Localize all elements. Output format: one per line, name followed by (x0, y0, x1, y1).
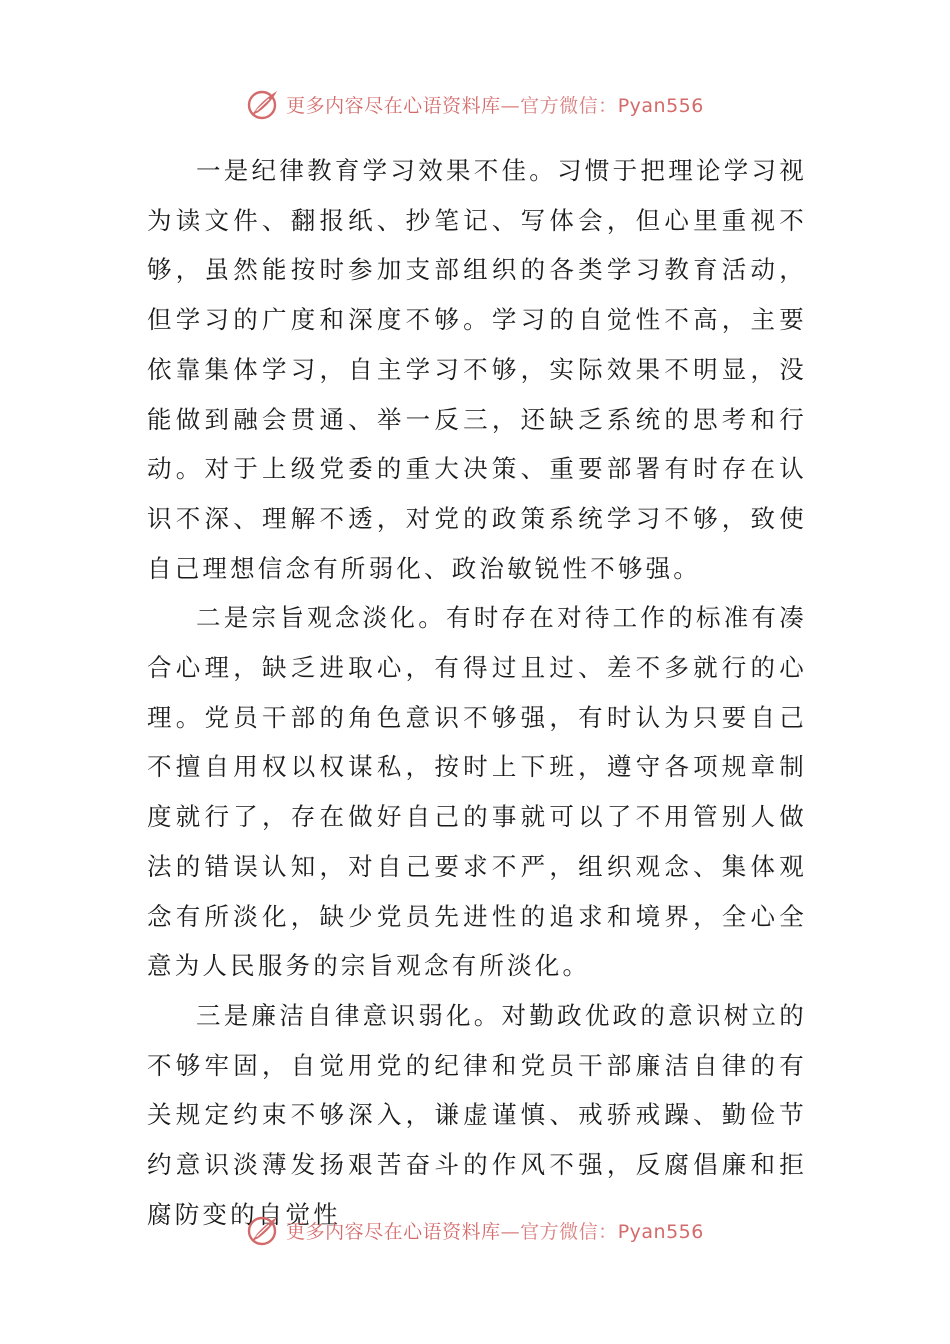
document-body (147, 146, 807, 1239)
banner-contact-label: 官方微信： (520, 1220, 618, 1243)
banner-separator: — (500, 1220, 521, 1243)
banner-contact-label: 官方微信： (520, 94, 618, 117)
banner-contact-id: Pyan556 (617, 1220, 704, 1243)
banner-brand-text: 更多内容尽在心语资料库 (286, 94, 501, 117)
banner-separator: — (500, 94, 521, 117)
pen-feather-logo-icon (246, 1213, 280, 1247)
paragraph-purpose-concept: 二是宗旨观念淡化。有时存在对待工作的标准有凑合心理，缺乏进取心，有得过且过、差不多就行的心理。党员干部的角色意识不够强，有时认为只要自己不擅自用权以权谋私，按时上下班，遵守各项规章制度就行了，存在做好自己的事就可以了不用管别人做法的错误认知，对自己要求不严，组织观念、集体观念有所淡化，缺少党员先进性的追求和境界，全心全意为人民服务的宗旨观念有所淡化。 (147, 603, 807, 981)
banner-brand-text: 更多内容尽在心语资料库 (286, 1220, 501, 1243)
banner-contact-id: Pyan556 (617, 94, 704, 117)
pen-feather-logo-icon (246, 87, 280, 121)
paragraph-integrity-selfdiscipline: 三是廉洁自律意识弱化。对勤政优政的意识树立的不够牢固，自觉用党的纪律和党员干部廉洁自律的有关规定约束不够深入，谦虚谨慎、戒骄戒躁、勤俭节约意识淡薄发扬艰苦奋斗的作风不强，反腐倡廉和拒腐防变的自觉性 (147, 1000, 807, 1229)
footer-watermark-banner (0, 1210, 950, 1250)
header-watermark-banner (0, 84, 950, 124)
paragraph-discipline-study: 一是纪律教育学习效果不佳。习惯于把理论学习视为读文件、翻报纸、抄笔记、写体会，但心里重视不够，虽然能按时参加支部组织的各类学习教育活动，但学习的广度和深度不够。学习的自觉性不高，主要依靠集体学习，自主学习不够，实际效果不明显，没能做到融会贯通、举一反三，还缺乏系统的思考和行动。对于上级党委的重大决策、重要部署有时存在认识不深、理解不透，对党的政策系统学习不够，致使自己理想信念有所弱化、政治敏锐性不够强。 (147, 156, 807, 583)
